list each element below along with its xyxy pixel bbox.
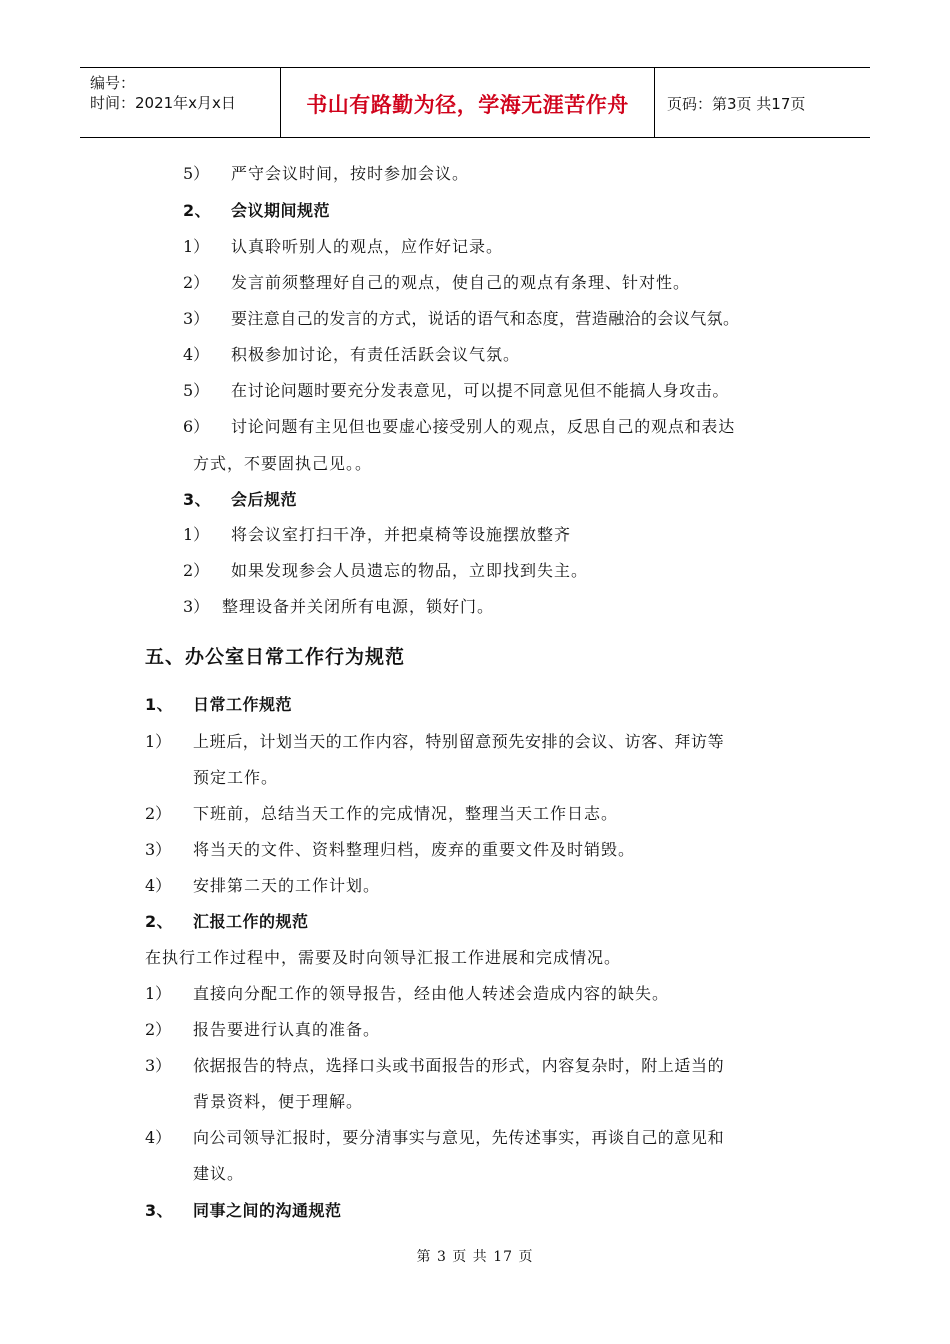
list-item: 向公司领导汇报时，要分清事实与意见，先传述事实，再谈自己的意见和 bbox=[193, 1128, 725, 1147]
list-item: 依据报告的特点，选择口头或书面报告的形式，内容复杂时，附上适当的 bbox=[193, 1056, 725, 1075]
page-footer: 第 3 页 共 17 页 bbox=[416, 1249, 534, 1265]
list-item: 发言前须整理好自己的观点，使自己的观点有条理、针对性。 bbox=[231, 273, 691, 292]
list-item: 讨论问题有主见但也要虚心接受别人的观点，反思自己的观点和表达 bbox=[231, 417, 736, 436]
list-number: 3） bbox=[183, 597, 210, 616]
list-number: 3） bbox=[145, 1056, 172, 1075]
number-label: 编号： bbox=[90, 74, 136, 92]
list-item-continuation: 背景资料，便于理解。 bbox=[193, 1092, 364, 1111]
subheading-number: 2、 bbox=[183, 201, 212, 220]
list-number: 1） bbox=[145, 732, 172, 751]
subheading-number: 3、 bbox=[183, 490, 212, 509]
header-page-cell bbox=[655, 68, 870, 137]
subheading-daily-work: 日常工作规范 bbox=[193, 695, 293, 714]
subheading-number: 2、 bbox=[145, 912, 174, 931]
list-item-continuation: 方式，不要固执己见。。 bbox=[193, 454, 373, 473]
list-number: 1） bbox=[183, 237, 210, 256]
page-header bbox=[80, 67, 870, 138]
list-item: 要注意自己的发言的方式，说话的语气和态度，营造融洽的会议气氛。 bbox=[231, 309, 740, 328]
list-item: 上班后，计划当天的工作内容，特别留意预先安排的会议、访客、拜访等 bbox=[193, 732, 725, 751]
subheading-colleague-communication: 同事之间的沟通规范 bbox=[193, 1201, 342, 1220]
list-item: 在讨论问题时要充分发表意见，可以提不同意见但不能搞人身攻击。 bbox=[231, 381, 730, 400]
list-number: 1） bbox=[183, 525, 210, 544]
subheading-number: 1、 bbox=[145, 695, 174, 714]
list-number: 4） bbox=[145, 876, 172, 895]
list-number: 2） bbox=[145, 804, 172, 823]
list-number: 2） bbox=[183, 273, 210, 292]
subheading-after-meeting: 会后规范 bbox=[231, 490, 298, 509]
list-item: 安排第二天的工作计划。 bbox=[193, 876, 381, 895]
list-number: 1） bbox=[145, 984, 172, 1003]
subheading-meeting-during: 会议期间规范 bbox=[231, 201, 331, 220]
list-item: 认真聆听别人的观点，应作好记录。 bbox=[231, 237, 504, 256]
subheading-number: 3、 bbox=[145, 1201, 174, 1220]
list-number: 3） bbox=[145, 840, 172, 859]
list-item: 将当天的文件、资料整理归档，废弃的重要文件及时销毁。 bbox=[193, 840, 636, 859]
subheading-reporting: 汇报工作的规范 bbox=[193, 912, 309, 931]
list-number: 6） bbox=[183, 417, 210, 436]
list-item: 将会议室打扫干净，并把桌椅等设施摆放整齐 bbox=[231, 525, 572, 544]
motto: 书山有路勤为径，学海无涯苦作舟 bbox=[306, 93, 629, 117]
list-item: 直接向分配工作的领导报告，经由他人转述会造成内容的缺失。 bbox=[193, 984, 670, 1003]
list-item: 下班前，总结当天工作的完成情况，整理当天工作日志。 bbox=[193, 804, 619, 823]
date-label: 时间：2021年x月x日 bbox=[90, 94, 236, 112]
list-number: 2） bbox=[183, 561, 210, 580]
list-number: 4） bbox=[145, 1128, 172, 1147]
list-number: 3） bbox=[183, 309, 210, 328]
list-item: 如果发现参会人员遗忘的物品，立即找到失主。 bbox=[231, 561, 589, 580]
page-code: 页码：第3页 共17页 bbox=[667, 95, 806, 113]
section-title: 五、办公室日常工作行为规范 bbox=[145, 646, 406, 668]
header-left-cell bbox=[80, 68, 281, 137]
list-item-continuation: 预定工作。 bbox=[193, 768, 279, 787]
list-number: 2） bbox=[145, 1020, 172, 1039]
list-item: 报告要进行认真的准备。 bbox=[193, 1020, 381, 1039]
paragraph: 在执行工作过程中，需要及时向领导汇报工作进展和完成情况。 bbox=[145, 948, 622, 967]
list-number: 5） bbox=[183, 164, 210, 183]
list-item: 积极参加讨论，有责任活跃会议气氛。 bbox=[231, 345, 521, 364]
list-item: 严守会议时间，按时参加会议。 bbox=[231, 164, 470, 183]
list-number: 5） bbox=[183, 381, 210, 400]
list-item-continuation: 建议。 bbox=[193, 1164, 245, 1183]
list-item: 整理设备并关闭所有电源，锁好门。 bbox=[222, 597, 495, 616]
list-number: 4） bbox=[183, 345, 210, 364]
header-motto-cell bbox=[281, 68, 655, 137]
